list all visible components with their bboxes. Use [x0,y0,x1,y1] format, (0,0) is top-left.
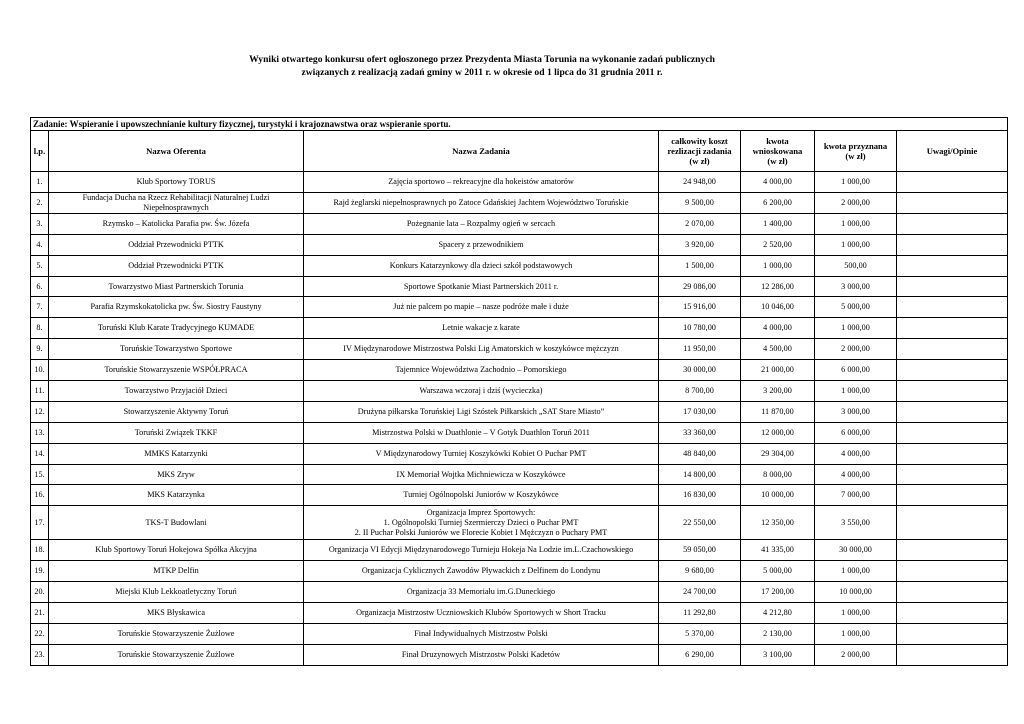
cell-uwagi [897,401,1008,422]
cell-wnioskowana: 1 400,00 [741,213,815,234]
cell-przyznana: 3 550,00 [815,506,897,540]
cell-uwagi [897,192,1008,213]
cell-uwagi [897,339,1008,360]
cell-uwagi [897,561,1008,582]
cell-zadanie: Finał Druzynowych Mistrzostw Polski Kadetów [304,644,659,665]
cell-uwagi [897,234,1008,255]
cell-przyznana: 5 000,00 [815,297,897,318]
cell-wnioskowana: 10 000,00 [741,485,815,506]
cell-uwagi [897,644,1008,665]
cell-wnioskowana: 5 000,00 [741,561,815,582]
cell-wnioskowana: 2 130,00 [741,623,815,644]
cell-oferent: Klub Sportowy TORUS [49,172,304,193]
table-row [31,401,1008,422]
cell-koszt: 16 830,00 [659,485,741,506]
table-row [31,464,1008,485]
cell-lp: 14. [31,443,49,464]
cell-oferent: TKS-T Budowlani [49,506,304,540]
table-row [31,234,1008,255]
cell-lp: 2. [31,192,49,213]
cell-uwagi [897,381,1008,402]
cell-wnioskowana: 41 335,00 [741,540,815,561]
cell-wnioskowana: 4 000,00 [741,172,815,193]
cell-oferent: Toruński Związek TKKF [49,422,304,443]
cell-przyznana: 4 000,00 [815,443,897,464]
cell-zadanie: Finał Indywidualnych Mistrzostw Polski [304,623,659,644]
cell-zadanie: IV Międzynarodowe Mistrzostwa Polski Lig Amatorskich w koszykówce mężczyzn [304,339,659,360]
cell-oferent: MTKP Delfin [49,561,304,582]
cell-wnioskowana: 3 100,00 [741,644,815,665]
cell-wnioskowana: 3 200,00 [741,381,815,402]
cell-wnioskowana: 11 870,00 [741,401,815,422]
cell-zadanie: Drużyna piłkarska Toruńskiej Ligi Szóstek Piłkarskich „SAT Stare Miasto” [304,401,659,422]
cell-uwagi [897,213,1008,234]
table-row [31,443,1008,464]
cell-zadanie: Rajd żeglarski niepełnosprawnych po Zatoce Gdańskiej Jachtem Województwo Toruńskie [304,192,659,213]
document-title [0,53,1024,79]
task-description: Zadanie: Wspieranie i upowszechnianie kultury fizycznej, turystyki i krajoznawstwa oraz wspieranie sportu. [31,118,1008,131]
cell-zadanie: Organizacja Cyklicznych Zawodów Pływackich z Delfinem do Londynu [304,561,659,582]
cell-uwagi [897,603,1008,624]
table-row [31,582,1008,603]
cell-wnioskowana: 12 350,00 [741,506,815,540]
cell-wnioskowana: 21 000,00 [741,360,815,381]
cell-uwagi [897,540,1008,561]
header-zadanie: Nazwa Zadania [304,131,659,172]
cell-uwagi [897,464,1008,485]
cell-lp: 16. [31,485,49,506]
cell-oferent: Parafia Rzymskokatolicka pw. Św. Siostry Faustyny [49,297,304,318]
cell-lp: 10. [31,360,49,381]
cell-uwagi [897,360,1008,381]
cell-oferent: Stowarzyszenie Aktywny Toruń [49,401,304,422]
cell-lp: 20. [31,582,49,603]
cell-uwagi [897,623,1008,644]
table-row [31,360,1008,381]
cell-zadanie: Już nie palcem po mapie – nasze podróże małe i duże [304,297,659,318]
cell-koszt: 30 000,00 [659,360,741,381]
cell-zadanie: V Międzynarodowy Turniej Koszykówki Kobiet O Puchar PMT [304,443,659,464]
cell-przyznana: 3 000,00 [815,401,897,422]
cell-oferent: Toruńskie Towarzystwo Sportowe [49,339,304,360]
cell-oferent: Toruńskie Stowarzyszenie WSPÓŁPRACA [49,360,304,381]
cell-uwagi [897,422,1008,443]
cell-oferent: Fundacja Ducha na Rzecz Rehabilitacji Naturalnej Ludzi Niepełnosprawnych [49,192,304,213]
cell-przyznana: 2 000,00 [815,644,897,665]
cell-lp: 15. [31,464,49,485]
cell-zadanie: Organizacja VI Edycji Międzynarodowego Turnieju Hokeja Na Lodzie im.L.Czachowskiego [304,540,659,561]
cell-przyznana: 1 000,00 [815,623,897,644]
cell-oferent: Toruńskie Stowarzyszenie Żużlowe [49,644,304,665]
cell-lp: 1. [31,172,49,193]
cell-uwagi [897,276,1008,297]
header-oferent: Nazwa Oferenta [49,131,304,172]
table-row [31,172,1008,193]
cell-przyznana: 1 000,00 [815,318,897,339]
table-row [31,192,1008,213]
cell-koszt: 9 680,00 [659,561,741,582]
cell-lp: 7. [31,297,49,318]
cell-koszt: 22 550,00 [659,506,741,540]
cell-koszt: 11 950,00 [659,339,741,360]
cell-przyznana: 2 000,00 [815,339,897,360]
cell-przyznana: 1 000,00 [815,234,897,255]
cell-koszt: 29 086,00 [659,276,741,297]
cell-uwagi [897,582,1008,603]
cell-przyznana: 7 000,00 [815,485,897,506]
cell-koszt: 10 780,00 [659,318,741,339]
cell-przyznana: 4 000,00 [815,464,897,485]
table-row [31,339,1008,360]
cell-koszt: 24 700,00 [659,582,741,603]
cell-przyznana: 1 000,00 [815,381,897,402]
cell-koszt: 6 290,00 [659,644,741,665]
cell-przyznana: 30 000,00 [815,540,897,561]
cell-lp: 6. [31,276,49,297]
table-row [31,213,1008,234]
cell-oferent: MMKS Katarzynki [49,443,304,464]
cell-wnioskowana: 4 000,00 [741,318,815,339]
cell-zadanie: Organizacja Imprez Sportowych: 1. Ogólnopolski Turniej Szermierczy Dzieci o Puchar PMT 2. II Puchar Polski Juniorów we Florecie Kobiet I Mężczyzn o Puchary PMT [304,506,659,540]
table-row [31,644,1008,665]
cell-wnioskowana: 17 200,00 [741,582,815,603]
header-uwagi: Uwagi/Opinie [897,131,1008,172]
cell-wnioskowana: 2 520,00 [741,234,815,255]
cell-lp: 23. [31,644,49,665]
cell-wnioskowana: 12 286,00 [741,276,815,297]
cell-koszt: 5 370,00 [659,623,741,644]
header-przyznana: kwota przyznana (w zł) [815,131,897,172]
cell-koszt: 33 360,00 [659,422,741,443]
cell-wnioskowana: 1 000,00 [741,255,815,276]
cell-przyznana: 1 000,00 [815,603,897,624]
table-body [31,172,1008,666]
table-row [31,603,1008,624]
cell-lp: 3. [31,213,49,234]
table-row [31,381,1008,402]
cell-lp: 11. [31,381,49,402]
cell-przyznana: 2 000,00 [815,192,897,213]
cell-wnioskowana: 4 212,80 [741,603,815,624]
cell-oferent: MKS Zryw [49,464,304,485]
cell-przyznana: 1 000,00 [815,561,897,582]
cell-oferent: MKS Błyskawica [49,603,304,624]
cell-zadanie: Sportowe Spotkanie Miast Partnerskich 2011 r. [304,276,659,297]
cell-lp: 22. [31,623,49,644]
cell-koszt: 1 500,00 [659,255,741,276]
cell-oferent: Towarzystwo Miast Partnerskich Torunia [49,276,304,297]
cell-lp: 18. [31,540,49,561]
cell-przyznana: 10 000,00 [815,582,897,603]
cell-oferent: Klub Sportowy Toruń Hokejowa Spółka Akcyjna [49,540,304,561]
cell-lp: 5. [31,255,49,276]
cell-oferent: Oddział Przewodnicki PTTK [49,234,304,255]
table-row [31,297,1008,318]
results-table [30,117,1008,666]
cell-przyznana: 6 000,00 [815,360,897,381]
cell-zadanie: Tajemnice Województwa Zachodnio – Pomorskiego [304,360,659,381]
table-row [31,561,1008,582]
cell-zadanie: Konkurs Katarzynkowy dla dzieci szkół podstawowych [304,255,659,276]
cell-zadanie: Letnie wakacje z karate [304,318,659,339]
cell-uwagi [897,506,1008,540]
cell-koszt: 48 840,00 [659,443,741,464]
table-row [31,255,1008,276]
cell-uwagi [897,318,1008,339]
cell-przyznana: 1 000,00 [815,213,897,234]
cell-zadanie: Warszawa wczoraj i dziś (wycieczka) [304,381,659,402]
cell-lp: 21. [31,603,49,624]
cell-koszt: 17 030,00 [659,401,741,422]
cell-koszt: 15 916,00 [659,297,741,318]
cell-oferent: Miejski Klub Lekkoatletyczny Toruń [49,582,304,603]
cell-zadanie: Pożegnanie lata – Rozpalmy ogień w sercach [304,213,659,234]
table-row [31,276,1008,297]
cell-zadanie: IX Memoriał Wojtka Michniewicza w Koszykówce [304,464,659,485]
cell-wnioskowana: 4 500,00 [741,339,815,360]
cell-koszt: 11 292,80 [659,603,741,624]
cell-wnioskowana: 12 000,00 [741,422,815,443]
task-row [31,118,1008,131]
cell-wnioskowana: 6 200,00 [741,192,815,213]
cell-oferent: Toruńskie Stowarzyszenie Żużlowe [49,623,304,644]
cell-lp: 8. [31,318,49,339]
cell-koszt: 59 050,00 [659,540,741,561]
cell-uwagi [897,172,1008,193]
cell-lp: 9. [31,339,49,360]
cell-uwagi [897,255,1008,276]
cell-lp: 13. [31,422,49,443]
cell-koszt: 2 070,00 [659,213,741,234]
header-lp: l.p. [31,131,49,172]
cell-wnioskowana: 29 304,00 [741,443,815,464]
cell-oferent: Toruński Klub Karate Tradycyjnego KUMADE [49,318,304,339]
cell-oferent: Rzymsko – Katolicka Parafia pw. Św. Józefa [49,213,304,234]
header-wnioskowana: kwota wnioskowana (w zł) [741,131,815,172]
header-row [31,131,1008,172]
cell-zadanie: Organizacja 33 Memoriału im.G.Duneckiego [304,582,659,603]
title-line-2: związanych z realizacją zadań gminy w 2011 r. w okresie od 1 lipca do 31 grudnia 2011 r. [301,67,663,78]
cell-koszt: 24 948,00 [659,172,741,193]
cell-oferent: Towarzystwo Przyjaciół Dzieci [49,381,304,402]
cell-przyznana: 6 000,00 [815,422,897,443]
table-row [31,506,1008,540]
cell-oferent: Oddział Przewodnicki PTTK [49,255,304,276]
cell-koszt: 3 920,00 [659,234,741,255]
cell-uwagi [897,443,1008,464]
table-row [31,422,1008,443]
table-row [31,623,1008,644]
cell-lp: 19. [31,561,49,582]
table-row [31,485,1008,506]
cell-uwagi [897,485,1008,506]
cell-zadanie: Organizacja Mistrzostw Uczniowskich Klubów Sportowych w Short Tracku [304,603,659,624]
cell-lp: 17. [31,506,49,540]
cell-koszt: 9 500,00 [659,192,741,213]
cell-wnioskowana: 10 046,00 [741,297,815,318]
cell-oferent: MKS Katarzynka [49,485,304,506]
table-row [31,540,1008,561]
cell-przyznana: 500,00 [815,255,897,276]
cell-lp: 4. [31,234,49,255]
title-line-1: Wyniki otwartego konkursu ofert ogłoszonego przez Prezydenta Miasta Torunia na wykonanie zadań publicznych [249,54,715,65]
cell-zadanie: Zajęcia sportowo – rekreacyjne dla hokeistów amatorów [304,172,659,193]
cell-przyznana: 1 000,00 [815,172,897,193]
table-row [31,318,1008,339]
cell-zadanie: Turniej Ogólnopolski Juniorów w Koszykówce [304,485,659,506]
cell-lp: 12. [31,401,49,422]
cell-przyznana: 3 000,00 [815,276,897,297]
cell-koszt: 14 800,00 [659,464,741,485]
cell-zadanie: Spacery z przewodnikiem [304,234,659,255]
cell-wnioskowana: 8 000,00 [741,464,815,485]
cell-koszt: 8 700,00 [659,381,741,402]
cell-uwagi [897,297,1008,318]
header-koszt: całkowity koszt rezlizacji zadania (w zł) [659,131,741,172]
cell-zadanie: Mistrzostwa Polski w Duathlonie – V Gotyk Duathlon Toruń 2011 [304,422,659,443]
